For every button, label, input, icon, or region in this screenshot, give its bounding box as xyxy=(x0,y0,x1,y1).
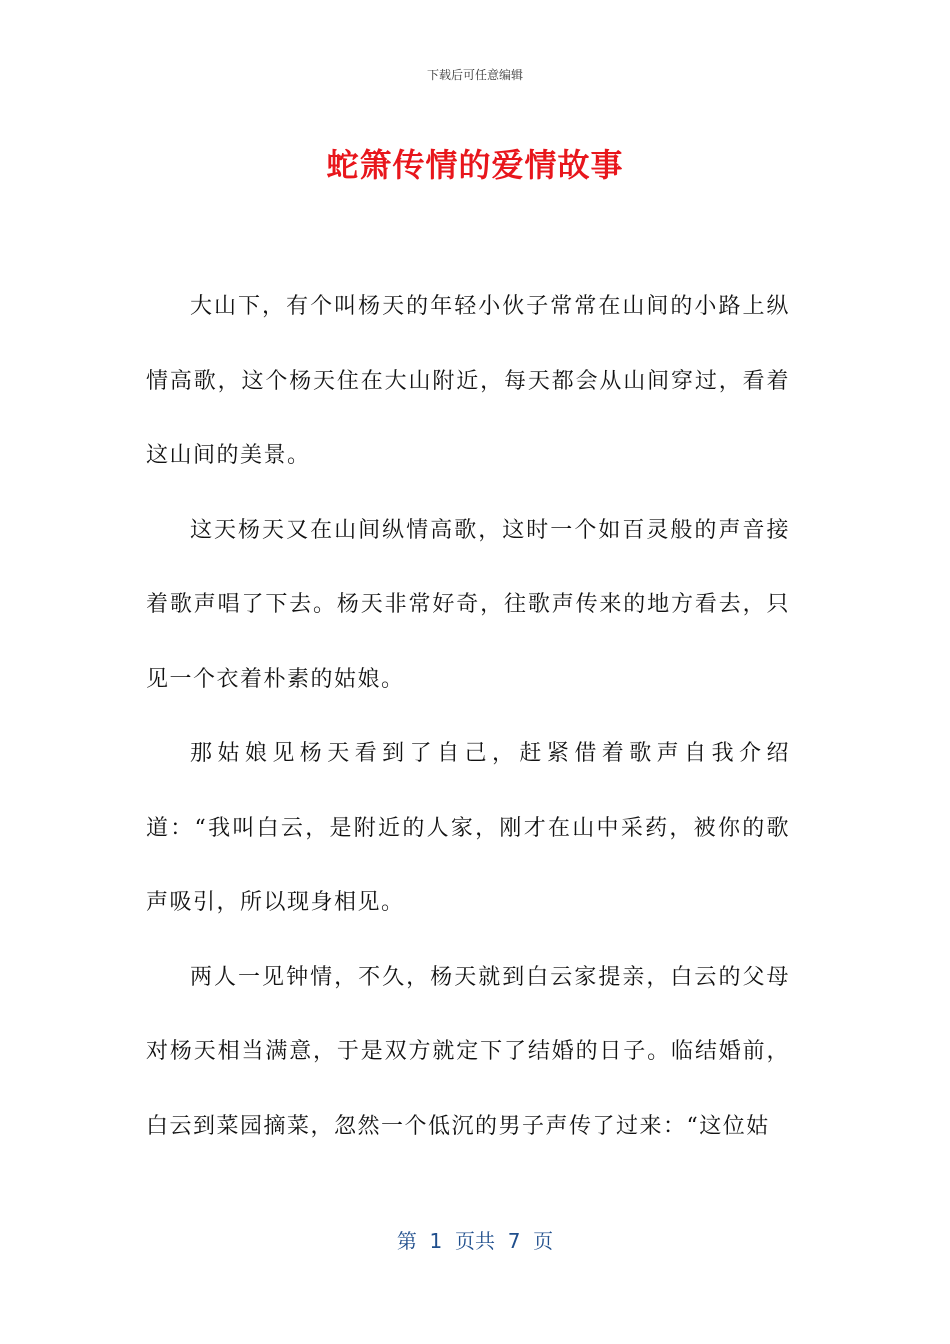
paragraph-3: 那姑娘见杨天看到了自己，赶紧借着歌声自我介绍道：“我叫白云，是附近的人家，刚才在山中采药，被你的歌声吸引，所以现身相见。 xyxy=(146,741,790,915)
document-title: 蛇箫传情的爱情故事 xyxy=(326,146,624,184)
document-body xyxy=(146,270,790,1164)
paragraph-2: 这天杨天又在山间纵情高歌，这时一个如百灵般的声音接着歌声唱了下去。杨天非常好奇，往歌声传来的地方看去，只见一个衣着朴素的姑娘。 xyxy=(146,517,790,692)
paragraph-1: 大山下，有个叫杨天的年轻小伙子常常在山间的小路上纵情高歌，这个杨天住在大山附近，每天都会从山间穿过，看着这山间的美景。 xyxy=(146,294,790,468)
header-note: 下载后可任意编辑 xyxy=(426,68,523,82)
page-number: 第 1 页共 7 页 xyxy=(396,1229,554,1253)
paragraph-4: 两人一见钟情，不久，杨天就到白云家提亲，白云的父母对杨天相当满意，于是双方就定下了结婚的日子。临结婚前，白云到菜园摘菜，忽然一个低沉的男子声传了过来：“这位姑 xyxy=(146,964,790,1139)
